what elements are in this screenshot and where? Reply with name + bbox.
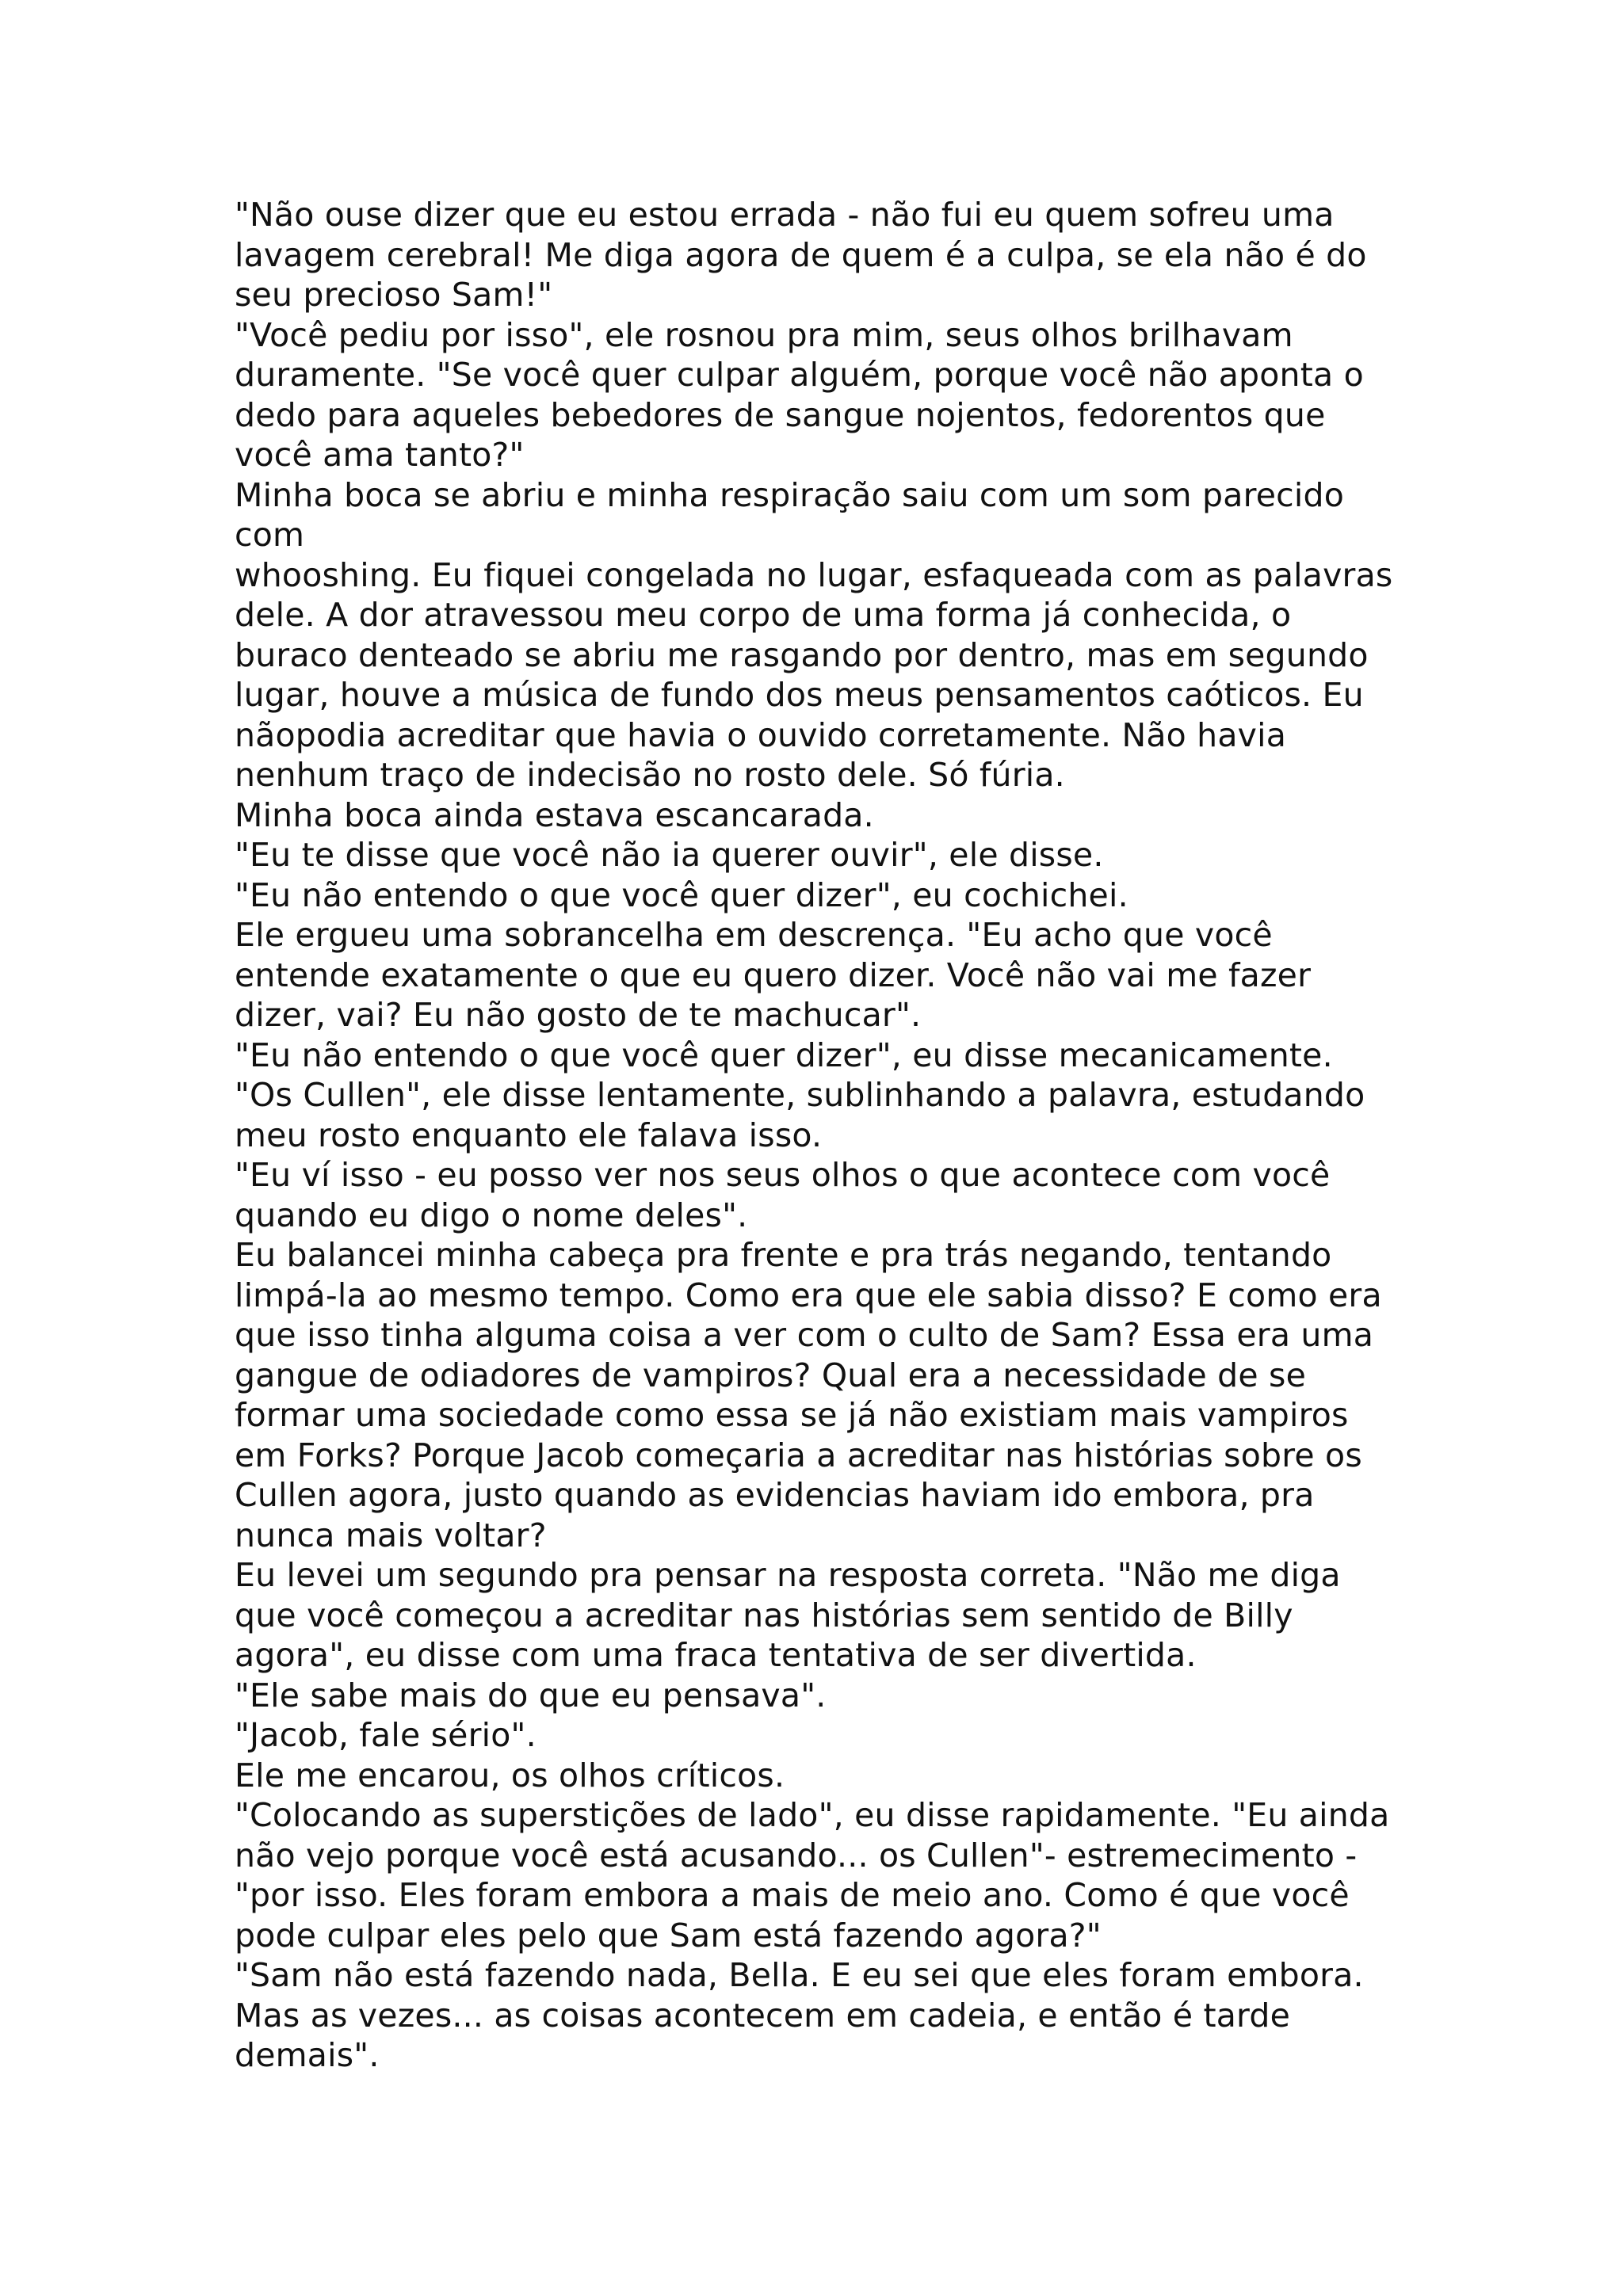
text-line: com [235, 516, 305, 554]
body-text [235, 195, 1423, 2076]
text-line: nenhum traço de indecisão no rosto dele. Só fúria. [235, 756, 1065, 794]
text-line: lugar, houve a música de fundo dos meus pensamentos caóticos. Eu [235, 676, 1364, 714]
text-line: "Eu não entendo o que você quer dizer", eu cochichei. [235, 875, 1128, 914]
text-line: pode culpar eles pelo que Sam está fazendo agora?" [235, 1916, 1102, 1955]
text-line: "Colocando as superstições de lado", eu disse rapidamente. "Eu ainda [235, 1796, 1390, 1834]
text-line: em Forks? Porque Jacob começaria a acreditar nas histórias sobre os [235, 1436, 1362, 1474]
text-line: Eu balancei minha cabeça pra frente e pra trás negando, tentando [235, 1236, 1332, 1274]
text-line: "Jacob, fale sério". [235, 1716, 537, 1754]
text-line: whooshing. Eu fiquei congelada no lugar, esfaqueada com as palavras [235, 555, 1393, 594]
text-line: dele. A dor atravessou meu corpo de uma forma já conhecida, o [235, 596, 1292, 634]
text-line: formar uma sociedade como essa se já não existiam mais vampiros [235, 1396, 1349, 1434]
text-line: "Você pediu por isso", ele rosnou pra mim, seus olhos brilhavam [235, 315, 1293, 354]
text-line: Minha boca ainda estava escancarada. [235, 795, 874, 834]
text-line: "Eu ví isso - eu posso ver nos seus olhos o que acontece com você [235, 1156, 1331, 1194]
text-line: buraco denteado se abriu me rasgando por dentro, mas em segundo [235, 635, 1369, 674]
text-line: "Ele sabe mais do que eu pensava". [235, 1676, 827, 1714]
text-line: nãopodia acreditar que havia o ouvido corretamente. Não havia [235, 715, 1287, 754]
text-line: dizer, vai? Eu não gosto de te machucar". [235, 996, 922, 1034]
text-line: "por isso. Eles foram embora a mais de meio ano. Como é que você [235, 1876, 1350, 1914]
text-line: lavagem cerebral! Me diga agora de quem é a culpa, se ela não é do [235, 235, 1367, 274]
text-line: você ama tanto?" [235, 436, 525, 474]
text-line: agora", eu disse com uma fraca tentativa de ser divertida. [235, 1636, 1197, 1674]
text-line: não vejo porque você está acusando... os Cullen"- estremecimento - [235, 1836, 1358, 1875]
text-line: quando eu digo o nome deles". [235, 1196, 748, 1234]
text-line: meu rosto enquanto ele falava isso. [235, 1116, 823, 1154]
text-line: nunca mais voltar? [235, 1516, 547, 1554]
text-line: limpá-la ao mesmo tempo. Como era que ele sabia disso? E como era [235, 1276, 1382, 1314]
text-line: duramente. "Se você quer culpar alguém, porque você não aponta o [235, 356, 1364, 394]
text-line: seu precioso Sam!" [235, 276, 553, 314]
text-line: Mas as vezes... as coisas acontecem em cadeia, e então é tarde [235, 1996, 1291, 2035]
text-line: "Eu te disse que você não ia querer ouvir", ele disse. [235, 836, 1104, 874]
text-line: Ele me encarou, os olhos críticos. [235, 1756, 785, 1794]
text-line: demais". [235, 2036, 380, 2074]
text-line: "Eu não entendo o que você quer dizer", eu disse mecanicamente. [235, 1035, 1333, 1074]
text-line: que isso tinha alguma coisa a ver com o culto de Sam? Essa era uma [235, 1316, 1374, 1354]
text-line: Ele ergueu uma sobrancelha em descrença. "Eu acho que você [235, 916, 1273, 954]
text-line: "Não ouse dizer que eu estou errada - não fui eu quem sofreu uma [235, 196, 1335, 234]
text-line: "Os Cullen", ele disse lentamente, sublinhando a palavra, estudando [235, 1076, 1365, 1114]
text-line: Minha boca se abriu e minha respiração saiu com um som parecido [235, 475, 1345, 514]
text-line: Eu levei um segundo pra pensar na resposta correta. "Não me diga [235, 1556, 1341, 1594]
text-line: dedo para aqueles bebedores de sangue nojentos, fedorentos que [235, 395, 1326, 434]
text-line: gangue de odiadores de vampiros? Qual era a necessidade de se [235, 1356, 1307, 1394]
text-line: Cullen agora, justo quando as evidencias haviam ido embora, pra [235, 1476, 1315, 1514]
text-line: entende exatamente o que eu quero dizer. Você não vai me fazer [235, 955, 1312, 994]
text-line: que você começou a acreditar nas histórias sem sentido de Billy [235, 1596, 1293, 1634]
text-line: "Sam não está fazendo nada, Bella. E eu sei que eles foram embora. [235, 1956, 1364, 1994]
